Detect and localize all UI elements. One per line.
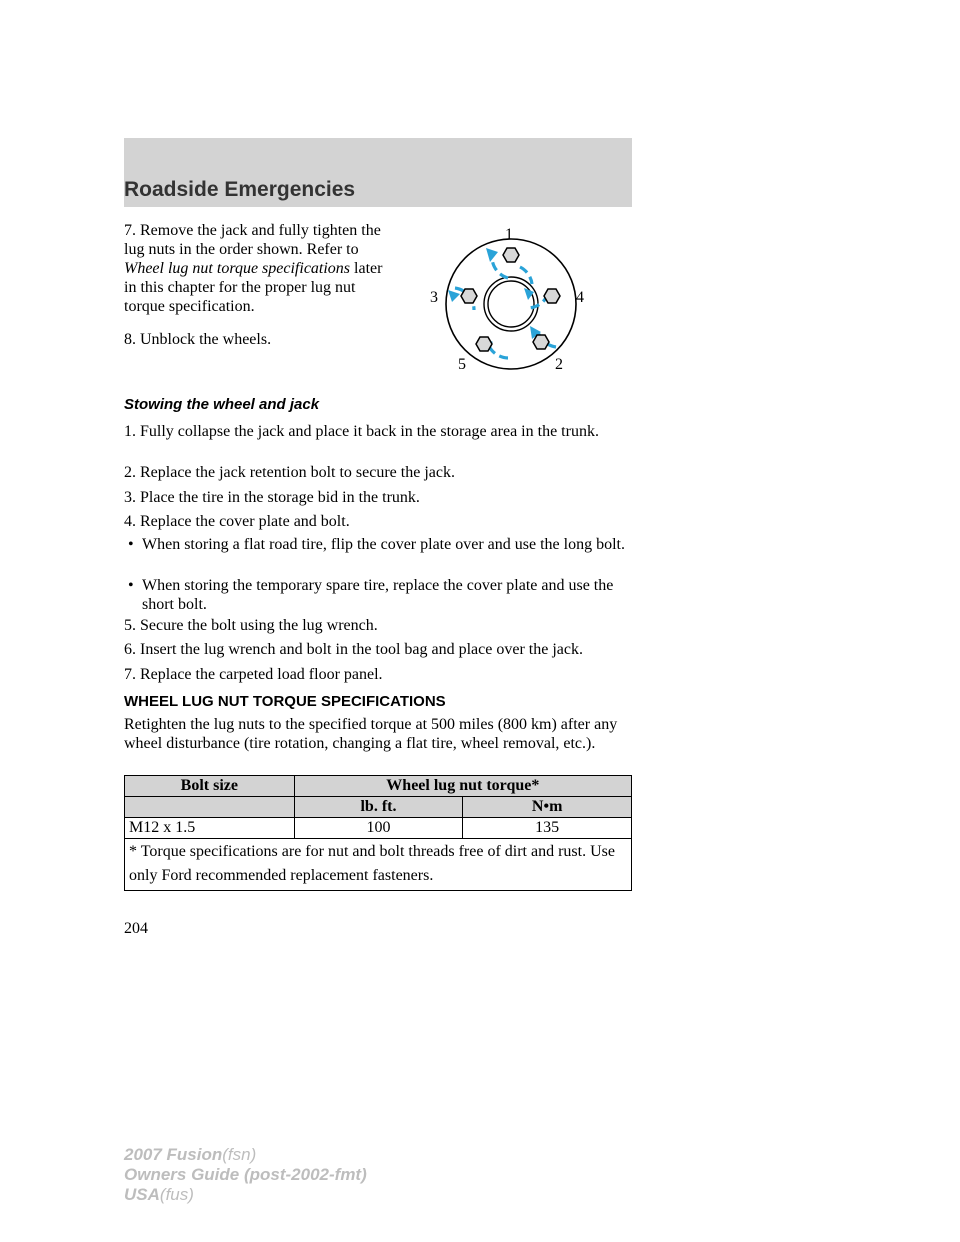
step-7-tail: later in this chapter for the proper lug nut torque specification. [124, 260, 383, 315]
step-7-lead: 7. Remove the jack and fully tighten the lug nuts in the order shown. Refer to [124, 222, 381, 258]
diagram-label-4: 4 [576, 289, 584, 306]
stowing-step-4: 4. Replace the cover plate and bolt. [124, 513, 350, 530]
step-8-text: 8. Unblock the wheels. [124, 331, 272, 348]
col-header-torque: Wheel lug nut torque* [294, 776, 631, 797]
lug-nut-5 [476, 337, 492, 351]
page-title: Roadside Emergencies [124, 178, 356, 201]
footer-model: 2007 Fusion [124, 1145, 223, 1164]
footer-market-code: (fus) [159, 1185, 194, 1204]
stowing-heading: Stowing the wheel and jack [124, 396, 320, 413]
torque-spec-reference: Wheel lug nut torque specifications [124, 260, 351, 277]
cell-lbft: 100 [294, 818, 463, 839]
stowing-step-6: 6. Insert the lug wrench and bolt in the tool bag and place over the jack. [124, 641, 583, 658]
lug-nut-sequence-diagram [420, 222, 590, 372]
footer-market: USA [124, 1185, 160, 1204]
torque-intro: Retighten the lug nuts to the specified torque at 500 miles (800 km) after any wheel disturbance (tire rotation, changing a flat tire, wheel removal, etc.). [124, 716, 618, 752]
lug-nut-4 [544, 289, 560, 303]
stowing-step-5: 5. Secure the bolt using the lug wrench. [124, 617, 378, 634]
diagram-label-1: 1 [505, 226, 513, 243]
diagram-label-5: 5 [458, 356, 466, 372]
page-number: 204 [124, 920, 148, 937]
bullet-text: When storing a flat road tire, flip the cover plate over and use the long bolt. [142, 536, 625, 553]
table-row [125, 818, 632, 839]
torque-section-heading: WHEEL LUG NUT TORQUE SPECIFICATIONS [124, 693, 446, 710]
bullet-dot: • [128, 536, 134, 553]
torque-spec-table [124, 775, 632, 891]
col-header-lbft: lb. ft. [294, 797, 463, 818]
cell-bolt-size: M12 x 1.5 [125, 818, 295, 839]
lug-nut-1 [503, 248, 519, 262]
diagram-label-2: 2 [555, 356, 563, 372]
wheel-hub-outer [484, 277, 538, 331]
lug-nut-3 [461, 289, 477, 303]
lug-nut-2 [533, 335, 549, 349]
bullet-dot: • [128, 577, 134, 594]
stowing-step-7: 7. Replace the carpeted load floor panel. [124, 666, 383, 683]
stowing-step-3: 3. Place the tire in the storage bid in the trunk. [124, 489, 420, 506]
col-header-bolt-size: Bolt size [125, 776, 295, 797]
col-header-nm: N•m [463, 797, 632, 818]
stowing-step-2: 2. Replace the jack retention bolt to secure the jack. [124, 464, 455, 481]
wheel-hub-inner [488, 281, 534, 327]
bullet-text: When storing the temporary spare tire, replace the cover plate and use the short bolt. [142, 577, 614, 613]
footer-guide: Owners Guide (post-2002-fmt) [124, 1165, 367, 1184]
stowing-step-1: 1. Fully collapse the jack and place it back in the storage area in the trunk. [124, 423, 599, 440]
document-footer [124, 1145, 367, 1205]
col-header-blank [125, 797, 295, 818]
table-footnote: * Torque specifications are for nut and bolt threads free of dirt and rust. Use only Ford recommended replacement fasteners. [125, 839, 632, 891]
footer-model-code: (fsn) [222, 1145, 257, 1164]
diagram-label-3: 3 [430, 289, 438, 306]
cell-nm: 135 [463, 818, 632, 839]
step-7-text [124, 221, 394, 316]
